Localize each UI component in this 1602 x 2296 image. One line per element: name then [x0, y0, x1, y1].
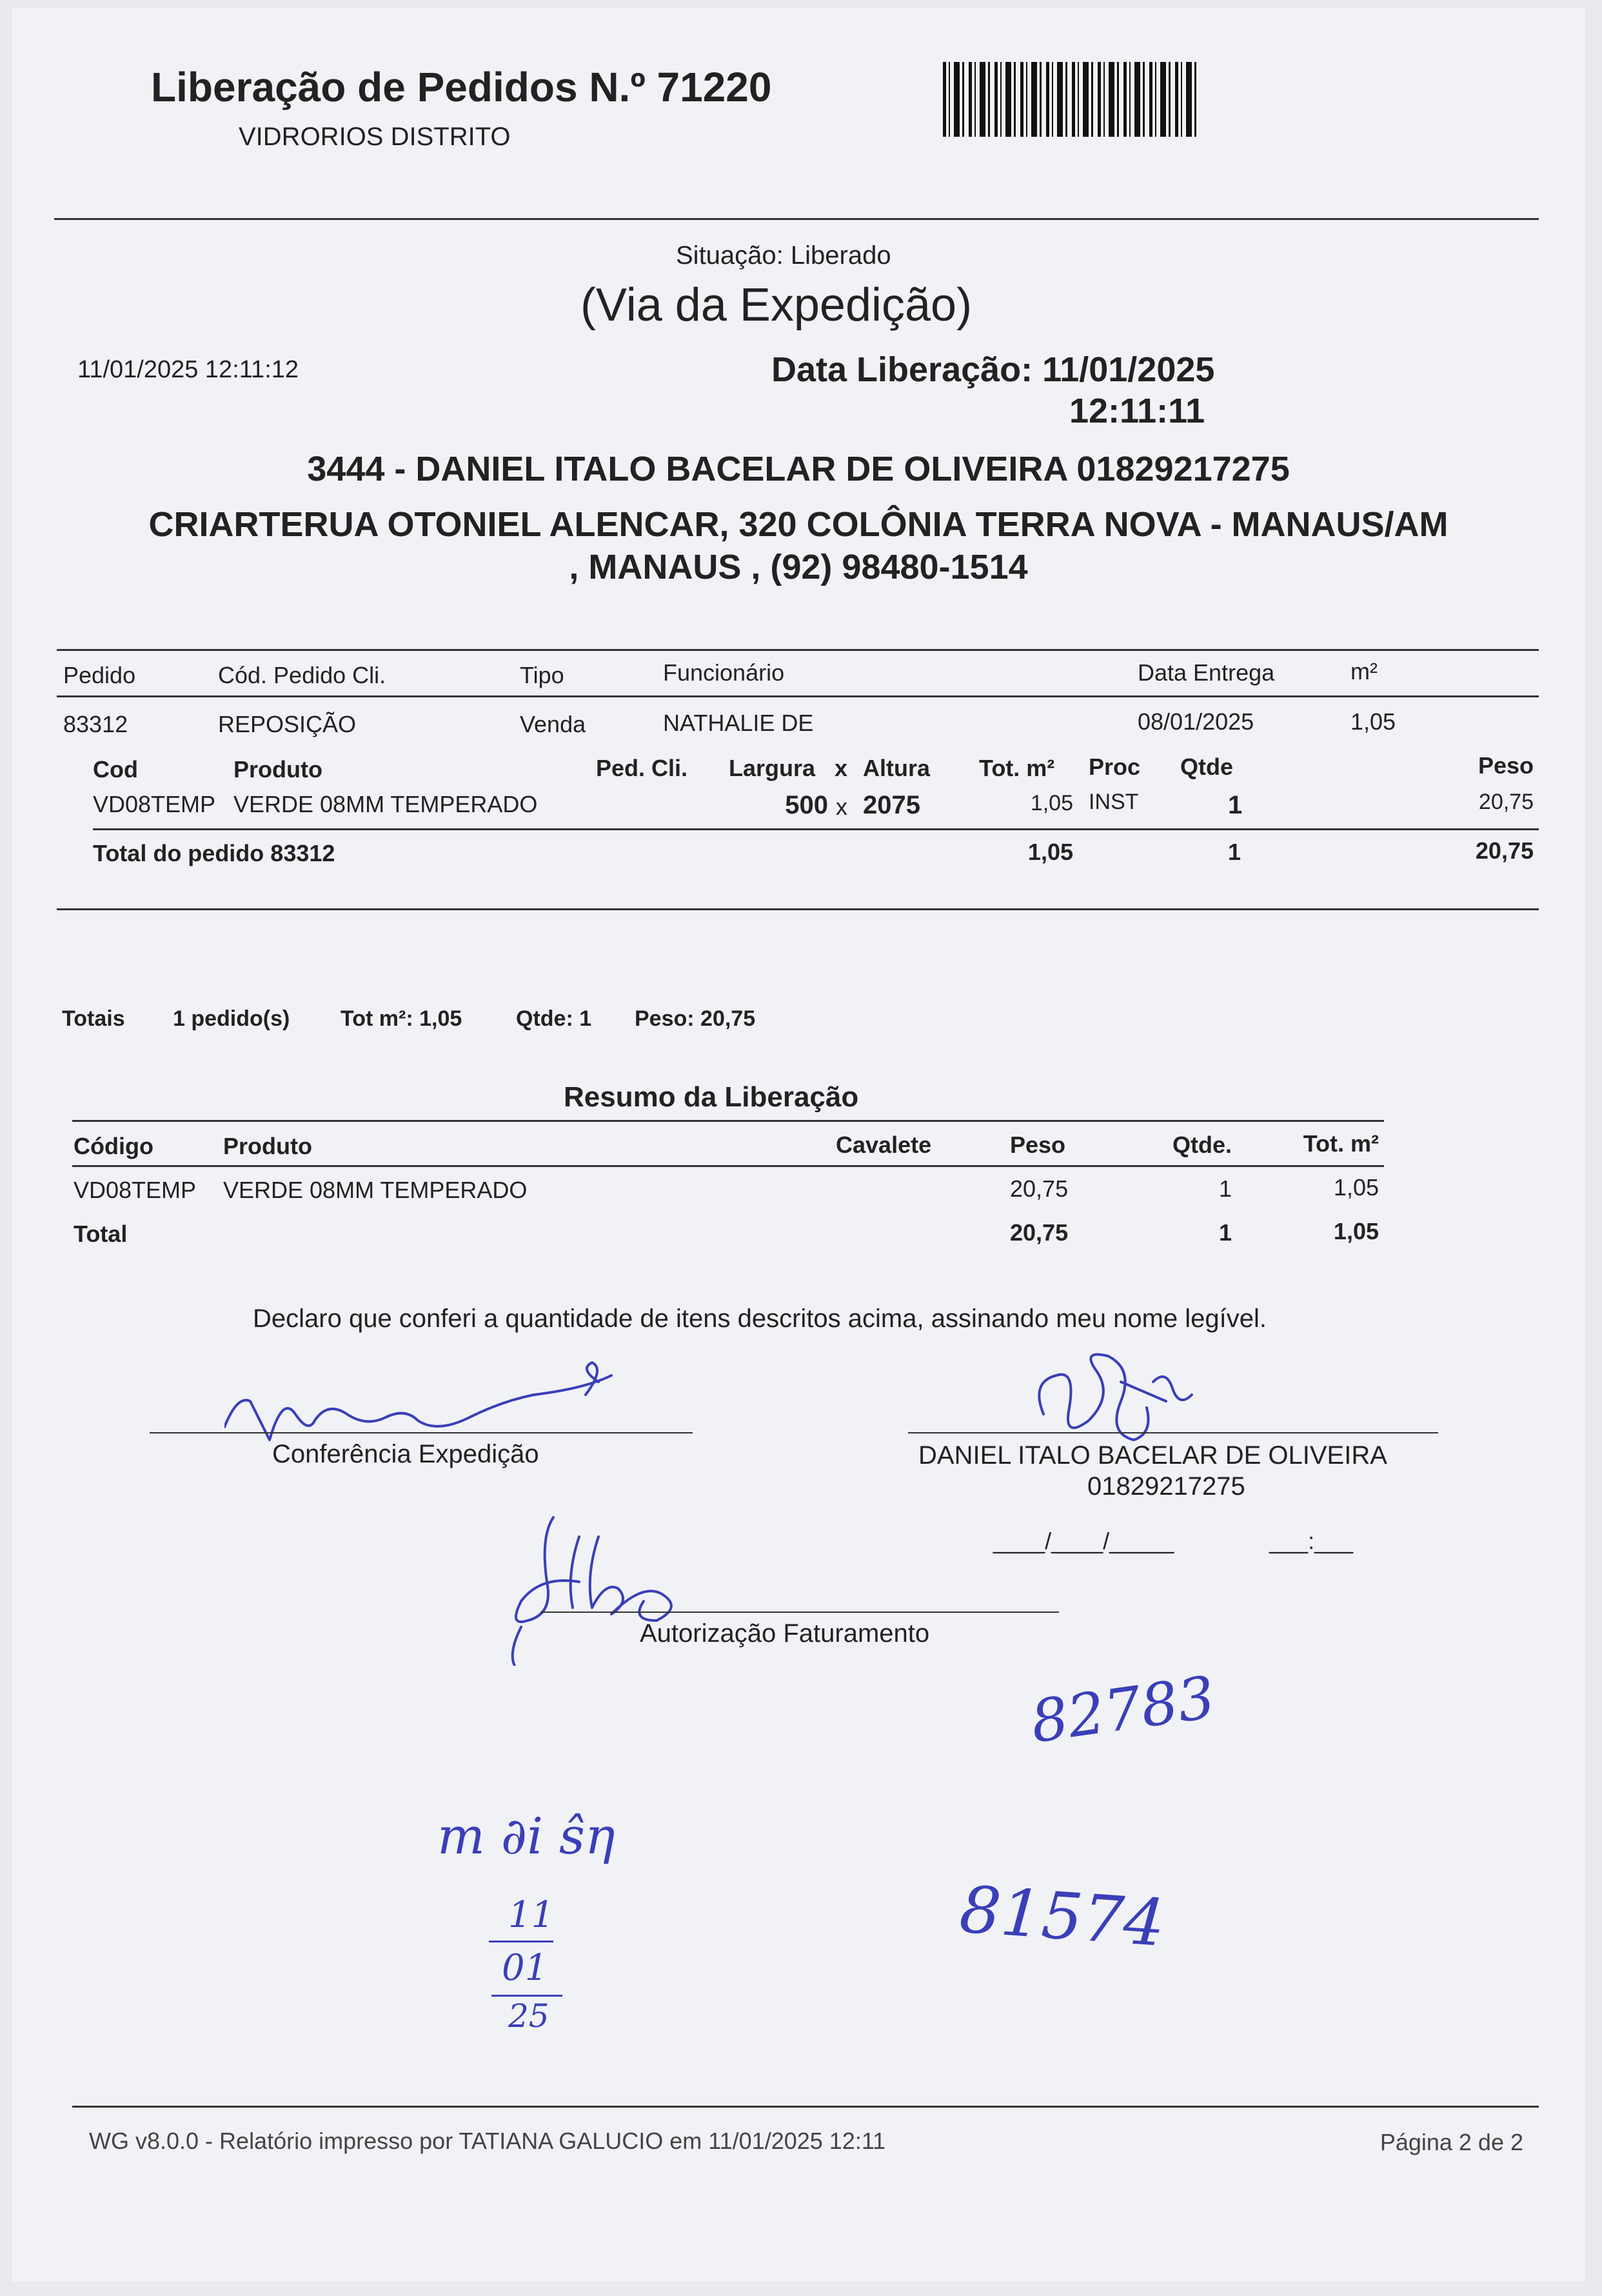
header-divider	[54, 218, 1539, 220]
col-resumo-tot-m2: Tot. m²	[1303, 1130, 1379, 1157]
conferencia-label: Conferência Expedição	[272, 1440, 539, 1468]
cell-peso: 20,75	[1478, 790, 1534, 814]
col-tipo: Tipo	[520, 662, 564, 688]
col-resumo-peso: Peso	[1010, 1132, 1066, 1158]
col-tot-m2: Tot. m²	[979, 755, 1055, 781]
order-table-header-rule	[57, 695, 1539, 697]
cell-altura: 2075	[863, 791, 920, 819]
cell-codigo: VD08TEMP	[74, 1177, 197, 1203]
barcode	[943, 62, 1201, 137]
page-number: Página 2 de 2	[1380, 2129, 1523, 2155]
client-address-line: CRIARTERUA OTONIEL ALENCAR, 320 COLÔNIA TERRA NOVA - MANAUS/AM	[148, 505, 1449, 544]
col-produto: Produto	[233, 756, 322, 783]
cell-data-entrega: 08/01/2025	[1138, 708, 1254, 735]
resumo-total-label: Total	[74, 1221, 128, 1247]
total-pedido-m2: 1,05	[1027, 839, 1073, 865]
items-bottom-rule	[57, 908, 1539, 910]
total-pedido-label: Total do pedido 83312	[93, 840, 335, 866]
time-blank: ___:___	[1269, 1528, 1354, 1554]
total-pedido-qtde: 1	[1228, 839, 1241, 865]
cell-x: x	[836, 794, 847, 820]
resumo-total-tot-m2: 1,05	[1333, 1218, 1379, 1244]
order-table-top-rule	[57, 649, 1539, 651]
resumo-title: Resumo da Liberação	[564, 1081, 859, 1113]
cell-resumo-produto: VERDE 08MM TEMPERADO	[223, 1177, 528, 1203]
col-qtde: Qtde	[1180, 754, 1234, 780]
cell-cod: VD08TEMP	[93, 791, 216, 817]
cell-produto: VERDE 08MM TEMPERADO	[233, 791, 538, 817]
handwritten-date-rule-2	[491, 1995, 562, 1997]
cell-resumo-peso: 20,75	[1010, 1175, 1069, 1202]
printed-timestamp: 11/01/2025 12:11:12	[77, 356, 299, 383]
cell-m2: 1,05	[1350, 708, 1396, 735]
col-m2: m²	[1350, 658, 1378, 684]
resumo-top-rule	[72, 1120, 1384, 1122]
col-ped-cli: Ped. Cli.	[596, 755, 688, 781]
hora-liberacao: 12:11:11	[1069, 392, 1205, 430]
handwritten-date-month: 01	[502, 1947, 548, 1989]
col-data-entrega: Data Entrega	[1138, 659, 1275, 686]
autorizacao-label: Autorização Faturamento	[640, 1619, 930, 1648]
cell-tot-m2: 1,05	[1030, 791, 1073, 815]
col-pedido: Pedido	[63, 662, 136, 688]
col-peso: Peso	[1478, 752, 1534, 779]
date-blank: ____/____/_____	[993, 1528, 1174, 1554]
cell-proc: INST	[1089, 790, 1139, 814]
document-page	[12, 8, 1585, 2282]
totais-m2: Tot m²: 1,05	[341, 1006, 462, 1031]
autorizacao-signature-line	[540, 1612, 1059, 1613]
col-resumo-qtde: Qtde.	[1172, 1132, 1232, 1158]
document-title: Liberação de Pedidos N.º 71220	[151, 64, 772, 110]
client-id-line: 3444 - DANIEL ITALO BACELAR DE OLIVEIRA 01829217275	[307, 450, 1290, 488]
client-name: DANIEL ITALO BACELAR DE OLIVEIRA	[918, 1441, 1387, 1470]
signature-conferencia	[224, 1356, 637, 1453]
via-label: (Via da Expedição)	[580, 279, 973, 331]
client-city-phone-line: , MANAUS , (92) 98480-1514	[569, 548, 1028, 586]
signature-client	[1024, 1343, 1205, 1453]
cell-resumo-tot-m2: 1,05	[1333, 1174, 1379, 1201]
client-signature-line	[908, 1432, 1438, 1433]
company-name: VIDRORIOS DISTRITO	[239, 123, 511, 151]
cell-funcionario: NATHALIE DE	[663, 710, 814, 736]
resumo-total-peso: 20,75	[1010, 1219, 1069, 1246]
col-funcionario: Funcionário	[663, 659, 785, 686]
col-cod: Cod	[93, 756, 138, 783]
handwritten-date-year: 25	[508, 1997, 549, 2035]
cell-largura: 500	[785, 791, 828, 819]
cell-resumo-qtde: 1	[1218, 1175, 1232, 1202]
totais-label: Totais	[62, 1006, 125, 1031]
items-total-rule	[93, 828, 1539, 830]
col-altura: Altura	[863, 755, 931, 781]
footer-printed-by: WG v8.0.0 - Relatório impresso por TATIANA GALUCIO em 11/01/2025 12:11	[89, 2128, 886, 2154]
col-cod-pedido-cli: Cód. Pedido Cli.	[218, 662, 386, 688]
col-codigo: Código	[74, 1133, 153, 1159]
totais-qtde: Qtde: 1	[516, 1006, 592, 1031]
resumo-header-rule	[72, 1165, 1384, 1167]
handwritten-date-rule-1	[489, 1941, 553, 1942]
client-doc: 01829217275	[1087, 1472, 1245, 1501]
col-largura: Largura	[729, 755, 816, 781]
situacao-label: Situação: Liberado	[676, 241, 891, 270]
col-x: x	[835, 755, 848, 781]
conferencia-signature-line	[150, 1432, 693, 1433]
resumo-total-qtde: 1	[1218, 1219, 1232, 1246]
totais-pedidos: 1 pedido(s)	[173, 1006, 290, 1031]
handwritten-note-1: 82783	[1027, 1663, 1220, 1757]
cell-qtde: 1	[1228, 791, 1243, 819]
cell-cod-pedido-cli: REPOSIÇÃO	[218, 711, 357, 737]
total-pedido-peso: 20,75	[1475, 837, 1534, 864]
col-cavalete: Cavalete	[836, 1132, 932, 1158]
declaration-text: Declaro que conferi a quantidade de itens descritos acima, assinando meu nome legível.	[253, 1304, 1267, 1333]
col-resumo-produto: Produto	[223, 1133, 312, 1159]
footer-rule	[72, 2106, 1539, 2108]
handwritten-note-2: 81574	[957, 1872, 1167, 1961]
totais-peso: Peso: 20,75	[635, 1006, 756, 1031]
col-proc: Proc	[1089, 754, 1141, 780]
data-liberacao: Data Liberação: 11/01/2025	[771, 350, 1215, 389]
handwritten-note-3: m ∂i ŝη	[437, 1808, 615, 1866]
cell-tipo: Venda	[520, 711, 586, 737]
handwritten-date-day: 11	[508, 1894, 555, 1936]
cell-pedido: 83312	[63, 711, 128, 737]
